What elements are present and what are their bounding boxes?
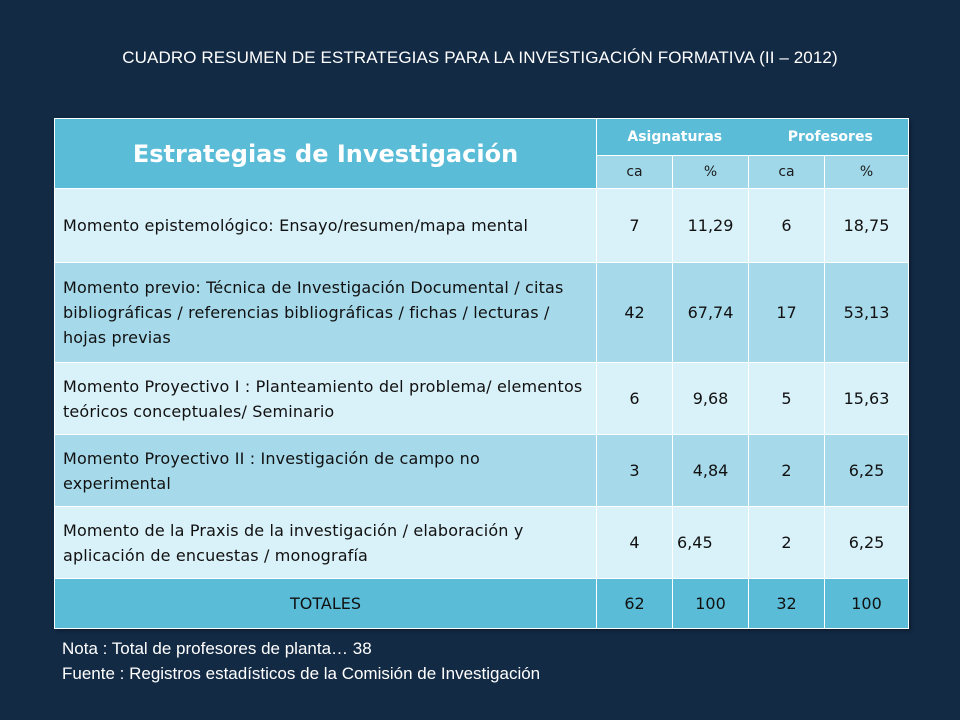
notes xyxy=(62,636,540,686)
totals-asig-pct: 100 xyxy=(673,579,749,629)
header-profesores: Profesores xyxy=(787,129,873,145)
table-row xyxy=(55,435,909,507)
header-asignaturas: Asignaturas xyxy=(627,129,723,145)
row-asig-ca: 7 xyxy=(597,189,673,263)
totals-row xyxy=(55,579,909,629)
row-description: Momento Proyectivo II : Investigación de campo no experimental xyxy=(55,435,597,507)
row-asig-ca: 42 xyxy=(597,263,673,363)
row-prof-ca: 17 xyxy=(749,263,825,363)
row-asig-ca: 3 xyxy=(597,435,673,507)
row-description: Momento Proyectivo I : Planteamiento del problema/ elementos teóricos conceptuales/ Seminario xyxy=(55,363,597,435)
row-prof-pct: 53,13 xyxy=(825,263,909,363)
table-row xyxy=(55,363,909,435)
row-description: Momento epistemológico: Ensayo/resumen/mapa mental xyxy=(55,189,597,263)
row-prof-pct: 6,25 xyxy=(825,507,909,579)
subheader-prof-ca: ca xyxy=(749,156,825,189)
row-prof-ca: 2 xyxy=(749,507,825,579)
note-total-profesores: Nota : Total de profesores de planta… 38 xyxy=(62,639,372,658)
table-row xyxy=(55,507,909,579)
slide-title: CUADRO RESUMEN DE ESTRATEGIAS PARA LA INVESTIGACIÓN FORMATIVA (II – 2012) xyxy=(122,48,838,67)
table-row xyxy=(55,263,909,363)
row-prof-pct: 6,25 xyxy=(825,435,909,507)
totals-asig-ca: 62 xyxy=(597,579,673,629)
row-description: Momento de la Praxis de la investigación / elaboración y aplicación de encuestas / monografía xyxy=(55,507,597,579)
summary-table xyxy=(54,118,909,629)
row-asig-pct: 67,74 xyxy=(673,263,749,363)
row-asig-pct: 4,84 xyxy=(673,435,749,507)
totals-label: TOTALES xyxy=(55,579,597,629)
row-description: Momento previo: Técnica de Investigación Documental / citas bibliográficas / referencias bibliográficas / fichas / lecturas / hojas previas xyxy=(55,263,597,363)
row-prof-ca: 6 xyxy=(749,189,825,263)
table-row xyxy=(55,189,909,263)
row-prof-ca: 5 xyxy=(749,363,825,435)
row-asig-pct: 6,45 xyxy=(673,507,749,579)
subheader-prof-pct: % xyxy=(825,156,909,189)
subheader-asig-pct: % xyxy=(673,156,749,189)
row-prof-pct: 15,63 xyxy=(825,363,909,435)
subheader-asig-ca: ca xyxy=(597,156,673,189)
header-groups xyxy=(597,119,909,156)
row-prof-pct: 18,75 xyxy=(825,189,909,263)
note-fuente: Fuente : Registros estadísticos de la Comisión de Investigación xyxy=(62,664,541,683)
row-asig-pct: 11,29 xyxy=(673,189,749,263)
row-asig-ca: 4 xyxy=(597,507,673,579)
row-asig-pct: 9,68 xyxy=(673,363,749,435)
row-prof-ca: 2 xyxy=(749,435,825,507)
totals-prof-pct: 100 xyxy=(825,579,909,629)
totals-prof-ca: 32 xyxy=(749,579,825,629)
header-estrategias: Estrategias de Investigación xyxy=(55,119,597,189)
row-asig-ca: 6 xyxy=(597,363,673,435)
